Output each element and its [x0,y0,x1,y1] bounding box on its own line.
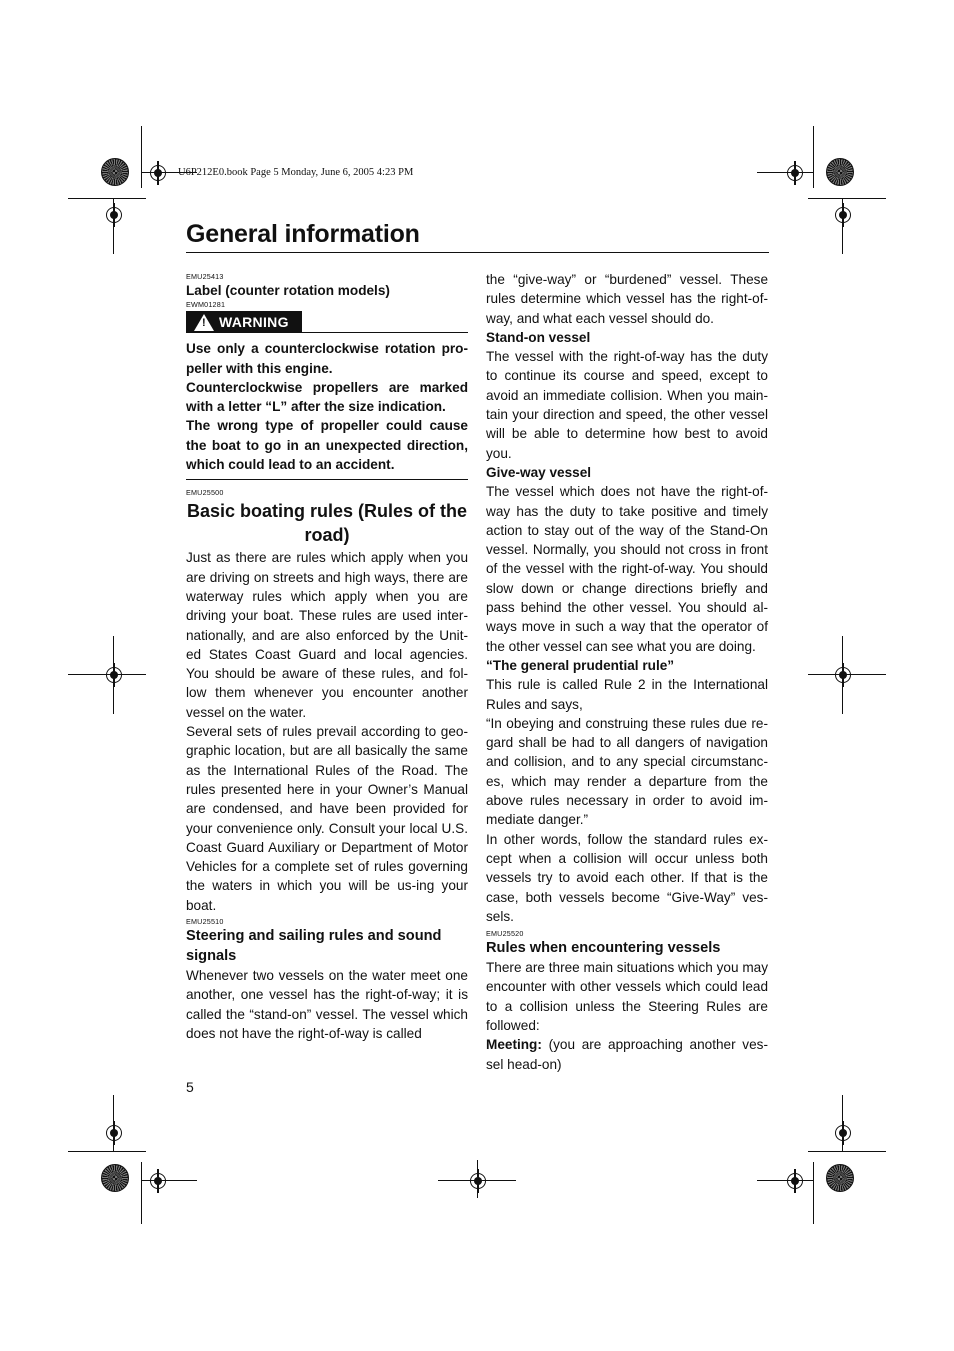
body-paragraph: “In obeying and construing these rules due re-gard shall be had to all dangers of navigation and collision, and to any special circumstanc-es, which may render a departure from the above rules necessary in order to avoid im-mediate danger.” [486,715,768,828]
book-header: U6P212E0.book Page 5 Monday, June 6, 2005 4:23 PM [178,167,414,178]
standon-heading: Stand-on vessel [486,329,591,345]
section-code: EMU25510 [186,917,224,927]
body-paragraph: This rule is called Rule 2 in the International Rules and says, [486,677,768,712]
warning-badge [186,311,302,333]
body-paragraph: the “give-way” or “burdened” vessel. These rules determine which vessel has the right-of-way, and what each vessel should do. [486,272,768,326]
meeting-text: (you are approaching another ves-sel head-on) [486,1037,768,1072]
title-rule [186,252,769,253]
body-paragraph: The vessel with the right-of-way has the duty to continue its course and speed, except to avoid an immediate collision. When you main-tain your direction and speed, the other vessel will be able to determine how best to avoid you. [486,349,768,461]
giveway-heading: Give-way vessel [486,464,592,480]
warning-text: Counterclockwise propellers are marked with a letter “L” after the size indication. [186,379,468,415]
label-heading: Label (counter rotation models) [186,283,390,298]
encounter-heading: Rules when encountering vessels [486,940,721,957]
warning-box-header [186,311,468,335]
warning-label: WARNING [219,313,289,330]
left-column [186,272,468,1043]
body-paragraph: There are three main situations which you may encounter with other vessels which could lead to a collision unless the Steering Rules are followed: [486,960,768,1033]
steering-heading: Steering and sailing rules and sound signals [186,928,442,965]
section-title: Basic boating rules (Rules of the road) [186,501,468,546]
body-paragraph: The vessel which does not have the right-of-way has the duty to take positive and timely action to stay out of the way of the Stand-On vessel. Normally, you should not cross in front of the vessel with the right-of-way. You should slow down or change directions briefly and pass behind the other vessel. You should al-ways move in such a way that the operator of the other vessel can see what you are doing. [486,484,768,654]
registration-target-icon [787,165,803,181]
section-code: EMU25413 [186,272,224,281]
body-paragraph: Whenever two vessels on the water meet one another, one vessel has the right-of-way; it is called the “stand-on” vessel. The vessel which does not have the right-of-way is called [186,968,468,1041]
registration-sunburst-icon [826,158,854,186]
registration-target-icon [150,165,166,181]
warning-code: EWM01281 [186,300,226,310]
registration-target-icon [835,1125,851,1141]
right-column [486,270,768,1074]
page-number: 5 [186,1079,194,1095]
page-title: General information [186,220,420,248]
registration-target-icon [835,667,851,683]
meeting-paragraph [486,1035,768,1074]
section-code: EMU25500 [186,488,224,498]
warning-box-bottom-rule [186,479,468,480]
registration-target-icon [106,207,122,223]
warning-text: Use only a counterclockwise rotation pro-peller with this engine. [186,341,468,376]
prudential-heading: “The general prudential rule” [486,657,675,673]
warning-text: The wrong type of propeller could cause the boat to go in an unexpected direction, which could lead to an accident. [186,418,468,473]
registration-sunburst-icon [101,1164,129,1192]
registration-target-icon [787,1173,803,1189]
registration-target-icon [835,207,851,223]
section-code: EMU25520 [486,929,524,939]
warning-triangle-icon: ! [194,314,214,331]
registration-target-icon [470,1173,486,1189]
registration-target-icon [106,1125,122,1141]
registration-target-icon [150,1173,166,1189]
body-paragraph: Several sets of rules prevail according to geo-graphic location, but are all basically the same as the International Rules of the Road. The rules presented here in your Owner’s Manual are condensed, and have been provided for your convenience only. Consult your local U.S. Coast Guard Auxiliary or Department of Motor Vehicles for a complete set of rules governing the waters in which you will be us-ing your boat. [186,724,468,913]
body-paragraph: In other words, follow the standard rules ex-cept when a collision will occur unless both vessels try to avoid each other. If that is the case, both vessels become “Give-Way” ves-sels. [486,831,768,924]
registration-sunburst-icon [101,158,129,186]
meeting-label: Meeting: [486,1037,542,1053]
registration-target-icon [106,667,122,683]
body-paragraph: Just as there are rules which apply when you are driving on streets and high ways, there are waterway rules which apply when you are driving your boat. These rules are used inter-nationally, and are also enforced by the Unit-ed States Coast Guard and local agencies. You should be aware of these rules, and fol-low them whenever you encounter another vessel on the water. [186,550,468,720]
registration-sunburst-icon [826,1164,854,1192]
